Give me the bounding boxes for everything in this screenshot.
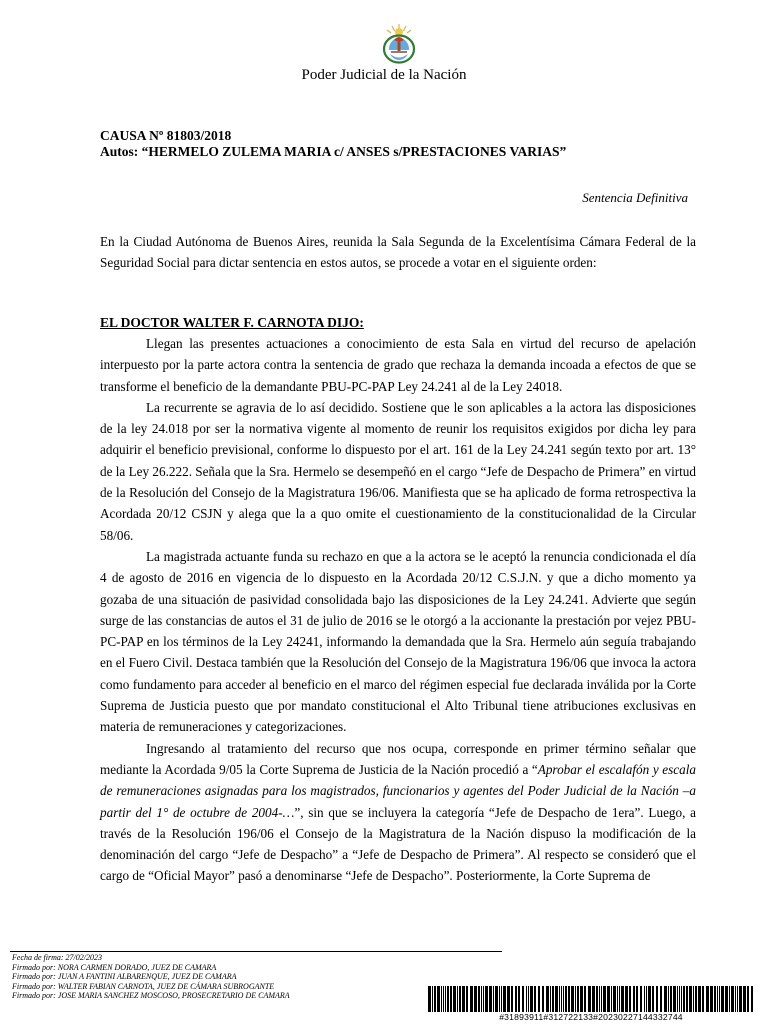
sentence-type: Sentencia Definitiva — [582, 190, 688, 205]
footer-divider — [10, 951, 502, 952]
paragraph-4-rest: ”, sin que se incluyera la categoría “Jefe de Despacho de 1era”. Luego, a través de la Resolución 196/06 el Consejo de la Magistratura de la Nación dispuso la modificación de la denominación del cargo “Jefe de Despacho” a “Jefe de Despacho de Primera”. Al respecto se consideró que el cargo de “Oficial Mayor” pasó a denominarse “Jefe de Despacho”. Posteriormente, la Corte Suprema de — [100, 804, 696, 884]
case-title: Autos: “HERMELO ZULEMA MARIA c/ ANSES s/PRESTACIONES VARIAS” — [100, 144, 567, 159]
paragraph-2: La recurrente se agravia de lo así decidido. Sostiene que le son aplicables a la actora las disposiciones de la ley 24.018 por ser la normativa vigente al momento de reunir los requisitos exigidos por dicha ley para adquirir el beneficio previsional, conforme lo dispuesto por el art. 161 de la Ley 24.241 según texto por art. 13° de la Ley 26.222. Señala que la Sra. Hermelo se desempeñó en el cargo “Jefe de Despacho de Primera” en virtud de la Resolución del Consejo de la Magistratura 196/06. Manifiesta que se ha aplicado de forma retrospectiva la Acordada 20/12 CSJN y alega que la a quo omite el cuestionamiento de la constitucionalidad de la Circular 58/06. — [100, 399, 696, 543]
barcode-icon — [428, 986, 754, 1012]
intro-paragraph — [100, 231, 696, 274]
paragraph-3: La magistrada actuante funda su rechazo en que a la actora se le aceptó la renuncia condicionada el día 4 de agosto de 2016 en vigencia de lo dispuesto en la Acordada 20/12 C.S.J.N. y que a dicho momento ya gozaba de una situación de pasividad consolidada bajo las disposiciones de la Ley 24.241. Advierte que según surge de las constancias de autos el 31 de julio de 2016 se le otorgó a la accionante la prestación por vejez PBU-PC-PAP en los términos de la Ley 24241, informando la demandada que la Sra. Hermelo aún seguía trabajando en el Fuero Civil. Destaca también que la Resolución del Consejo de la Magistratura 196/06 que invoca la actora como fundamento para acceder al beneficio en el marco del régimen especial fue declarada inválida por la Corte Suprema de Justicia puesto que por mandato constitucional el Alto Tribunal tiene atribuciones exclusivas en materia de remuneraciones y categorizaciones. — [100, 548, 696, 735]
speaker-heading: EL DOCTOR WALTER F. CARNOTA DIJO: — [100, 315, 364, 330]
argentine-coat-of-arms-icon — [381, 22, 417, 64]
signature-line: Firmado por: WALTER FABIAN CARNOTA, JUEZ DE CÁMARA SUBROGANTE — [12, 981, 275, 991]
signature-line: Firmado por: JOSE MARIA SANCHEZ MOSCOSO, PROSECRETARIO DE CAMARA — [12, 991, 290, 1001]
paragraph-4 — [100, 738, 696, 887]
institution-name: Poder Judicial de la Nación — [301, 67, 467, 83]
paragraph-4-quote: Aprobar el escalafón y escala de remuneraciones asignadas para los magistrados, funcionarios y agentes del Poder Judicial de la Nación –a partir del 1° de octubre de 2004-… — [100, 761, 696, 820]
signature-line: Firmado por: NORA CARMEN DORADO, JUEZ DE CAMARA — [12, 962, 217, 972]
paragraph-1: Llegan las presentes actuaciones a conocimiento de esta Sala en virtud del recurso de apelación interpuesto por la parte actora contra la sentencia de grado que rechaza la demanda incoada a efectos de que se transforme el beneficio de la demandante PBU-PC-PAP Ley 24.241 al de la Ley 24018. — [100, 336, 696, 394]
signature-block — [12, 953, 290, 1001]
paragraph-4-lead: Ingresando al tratamiento del recurso que nos ocupa, corresponde en primer término señalar que mediante la Acordada 9/05 la Corte Suprema de Justicia de la Nación procedió a “ — [100, 740, 696, 777]
signature-date: Fecha de firma: 27/02/2023 — [12, 953, 102, 962]
signature-line: Firmado por: JUAN A FANTINI ALBARENQUE, JUEZ DE CAMARA — [12, 972, 237, 982]
opinion-body — [100, 333, 696, 887]
case-number: CAUSA Nº 81803/2018 — [100, 128, 232, 143]
intro-text: En la Ciudad Autónoma de Buenos Aires, reunida la Sala Segunda de la Excelentísima Cámara Federal de la Seguridad Social para dictar sentencia en estos autos, se procede a votar en el siguiente orden: — [100, 234, 696, 271]
barcode-text: #31893911#312722133#20230227144332744 — [499, 1012, 683, 1022]
case-heading — [100, 128, 566, 160]
